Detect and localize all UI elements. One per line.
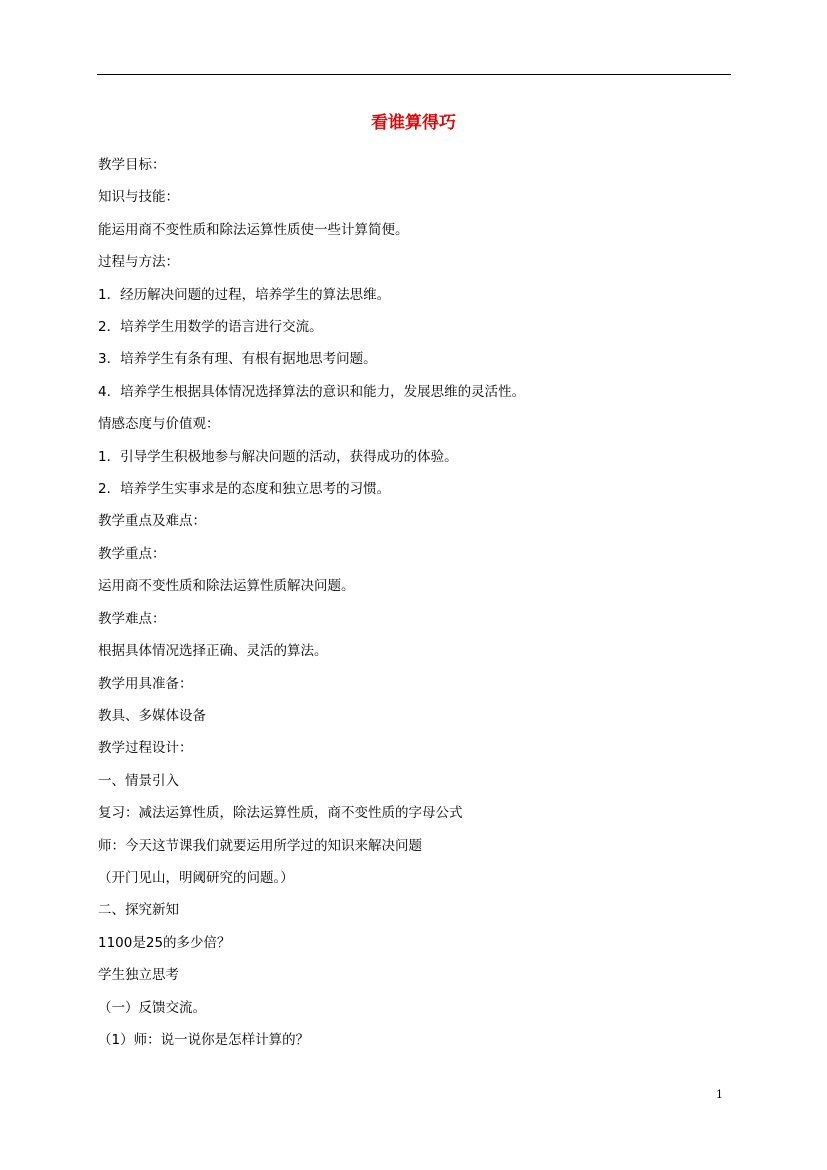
body-line: 学生独立思考 — [98, 967, 179, 984]
body-line: 教具、多媒体设备 — [98, 707, 206, 724]
body-line: 1．引导学生积极地参与解决问题的活动，获得成功的体验。 — [98, 448, 458, 465]
body-line: 师：今天这节课我们就要运用所学过的知识来解决问题 — [98, 837, 422, 854]
body-line: 教学重点及难点： — [98, 513, 206, 530]
body-line: 过程与方法： — [98, 254, 179, 271]
body-line: 根据具体情况选择正确、灵活的算法。 — [98, 643, 328, 660]
body-line: 能运用商不变性质和除法运算性质使一些计算简便。 — [98, 221, 409, 238]
body-line: 知识与技能： — [98, 189, 179, 206]
header-rule — [97, 74, 731, 75]
body-line: 教学重点： — [98, 545, 166, 562]
body-line: （开门见山，明阈研究的问题。） — [98, 869, 294, 886]
body-line: 二、探究新知 — [98, 902, 179, 919]
page-number: 1 — [716, 1088, 723, 1101]
body-line: 教学难点： — [98, 610, 166, 627]
body-line: 教学用具准备： — [98, 675, 193, 692]
document-body — [98, 149, 738, 1056]
body-line: （1）师：说一说你是怎样计算的？ — [98, 1031, 310, 1048]
body-line: 1．经历解决问题的过程，培养学生的算法思维。 — [98, 286, 391, 303]
document-title: 看谁算得巧 — [371, 113, 456, 133]
body-line: 情感态度与价值观： — [98, 416, 220, 433]
body-line: 教学过程设计： — [98, 740, 193, 757]
body-line: 3．培养学生有条有理、有根有据地思考问题。 — [98, 351, 377, 368]
body-line: （一）反馈交流。 — [98, 999, 206, 1016]
body-line: 运用商不变性质和除法运算性质解决问题。 — [98, 578, 355, 595]
body-line: 2．培养学生实事求是的态度和独立思考的习惯。 — [98, 481, 391, 498]
body-line: 1100是25的多少倍？ — [98, 934, 231, 951]
body-line: 复习：减法运算性质，除法运算性质，商不变性质的字母公式 — [98, 805, 463, 822]
body-line: 一、情景引入 — [98, 772, 179, 789]
body-line: 4．培养学生根据具体情况选择算法的意识和能力，发展思维的灵活性。 — [98, 383, 526, 400]
body-line: 2．培养学生用数学的语言进行交流。 — [98, 319, 323, 336]
body-line: 教学目标： — [98, 157, 166, 173]
